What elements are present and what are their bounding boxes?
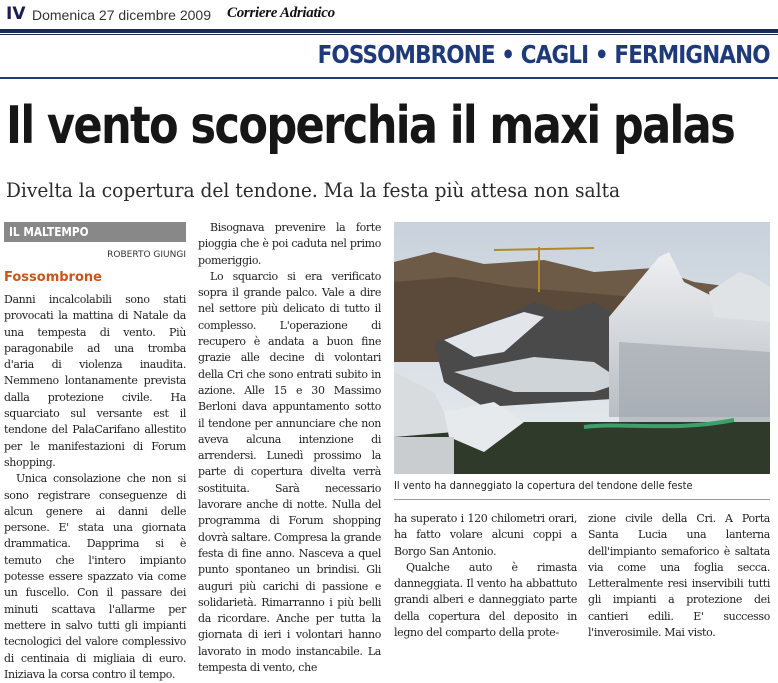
- article-column-2: [198, 220, 381, 675]
- paragraph: Danni incalcolabili sono stati provocati la mattina di Natale da una tempesta di vento. Più paragonabile ad una tromba d'aria di violenza inaudita. Nemmeno lontanamente prevista dalla protezione civile. Ha squarciato sul versante est il tendone del PalaCarifano allestito per le manifestazioni di Forum shopping.: [4, 293, 186, 469]
- paragraph: Lo squarcio si era verificato sopra il grande palco. Vale a dire nel settore più delicato di tutto il complesso. L'operazione di recupero è andata a buon fine grazie alle decine di volontari della Cri che sono entrati subito in azione. Alle 15 e 30 Massimo Berloni dava appuntamento sotto il tendone per annunciare che non aveva alcuna intenzione di arrendersi. Lunedì prossimo la parte di copertura divelta verrà sostituita. Sarà necessario lavorare anche di notte. Nulla del programma di Forum shopping dovrà saltare. Compresa la grande festa di fine anno. Nasceva a quel punto spontaneo un brindisi. Gli auguri più carichi di passione e solidarietà. Rimarranno i più belli da ricordare. Anche per tutta la giornata di ieri i volontari hanno lavorato in modo instancabile. La tempesta di vento, che: [198, 269, 381, 675]
- dateline: Fossombrone: [4, 270, 102, 285]
- header-rule: [0, 29, 778, 33]
- paragraph: Unica consolazione che non si sono registrare conseguenze di alcun genere ai danni delle persone. E' stata una giornata drammatica. Dapprima si è temuto che l'intero impianto potesse essere spazzato via come un fuscello. Con il passare dei minuti scattava l'allarme per mettere in salvo tutti gli impianti tecnologici del valore complessivo di centinaia di migliaia di euro. Iniziava la corsa contro il tempo.: [4, 472, 186, 681]
- paragraph: zione civile della Cri. A Porta Santa Lucia una lanterna dell'impianto semaforico è saltata via come una foglia secca. Letteralmente resi inservibili tutti gli impianti a protezione dei cantieri edili. E' successo l'inverosimile. Mai visto.: [588, 512, 770, 640]
- caption-rule: [394, 499, 770, 500]
- paragraph: Qualche auto è rimasta danneggiata. Il vento ha abbattuto grandi alberi e danneggiato parte della copertura del deposito in legno del comparto della prote-: [394, 560, 577, 640]
- newspaper-logo: Corriere Adriatico: [227, 5, 335, 21]
- paragraph: ha superato i 120 chilometri orari, ha fatto volare alcuni coppi a Borgo San Antonio.: [394, 512, 577, 558]
- section-rule: [0, 77, 778, 79]
- article-column-1: [4, 292, 186, 681]
- page-number: IV: [6, 4, 26, 24]
- headline: Il vento scoperchia il maxi palas: [6, 96, 735, 156]
- article-column-4: [588, 511, 770, 640]
- author-byline: ROBERTO GIUNGI: [107, 250, 186, 260]
- section-title: FOSSOMBRONE • CAGLI • FERMIGNANO: [317, 40, 770, 69]
- tent-photo: [394, 222, 770, 474]
- article-tag: IL MALTEMPO: [9, 225, 89, 239]
- subheadline: Divelta la copertura del tendone. Ma la festa più attesa non salta: [6, 178, 621, 202]
- paragraph: Bisognava prevenire la forte pioggia che è poi caduta nel primo pomeriggio.: [198, 221, 381, 267]
- issue-date: Domenica 27 dicembre 2009: [32, 7, 211, 23]
- article-column-3: [394, 511, 577, 640]
- photo-caption: Il vento ha danneggiato la copertura del tendone delle feste: [394, 479, 693, 492]
- header-rule-thin: [0, 34, 778, 35]
